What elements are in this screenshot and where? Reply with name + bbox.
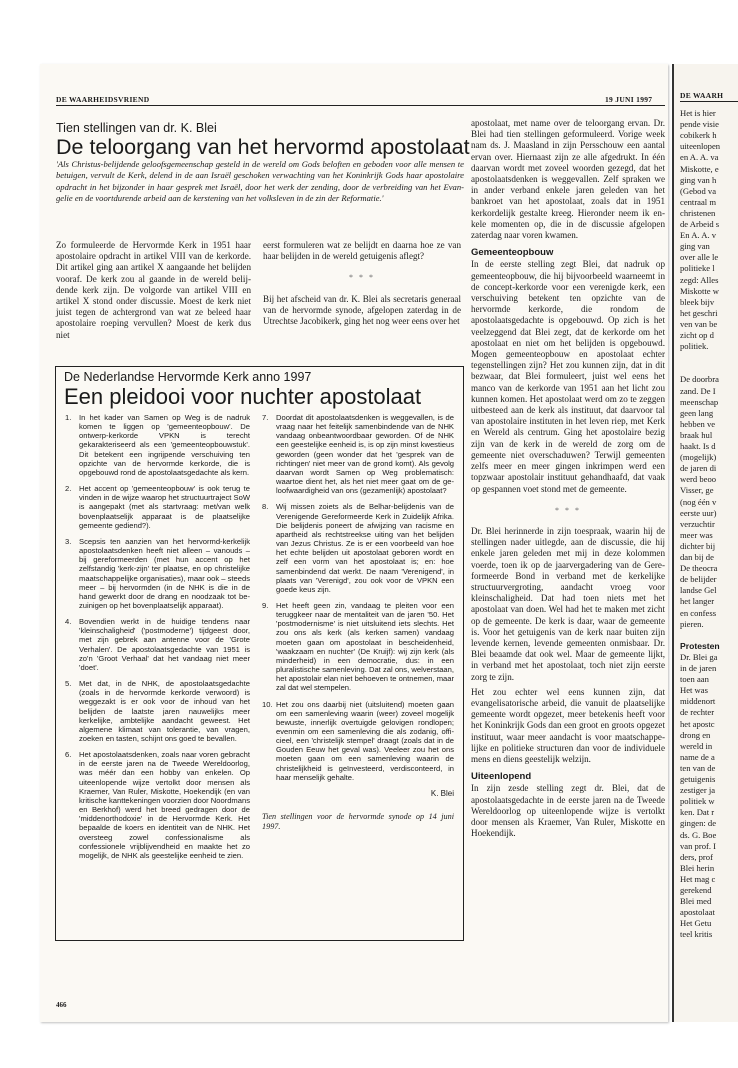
- next-page-line: landse Gel: [680, 585, 717, 596]
- next-page-line: meer was: [680, 529, 713, 540]
- next-page-line: middenort: [680, 696, 716, 707]
- next-page-line: pende visie: [680, 119, 719, 130]
- next-page-line: En A. A. v: [680, 230, 717, 241]
- thesis-item: 10. Het zou ons daarbij niet (uitsluitend) moeten gaan om een samenleving waarin (weer) zoveel mogelijk bewuste, innerlijk overtuigde gelovigen rondlopen; evenmin om een samenleving die als zodanig, officieel, een 'christelijk stempel' draagt (zoals dat in de Gouden Eeuw het geval was). Veeleer zou het ons moeten gaan om een samenleving waarin de christelijkheid is geïnvesteerd, verdisconteerd, in haar menselijk gehalte.: [262, 699, 454, 782]
- next-page-line: Blei herin: [680, 862, 715, 873]
- next-page-line: het apostc: [680, 718, 715, 729]
- article-column-3: [471, 118, 665, 843]
- next-page-line: en confess: [680, 607, 717, 618]
- box-title: Een pleidooi voor nuchter apostolaat: [64, 384, 422, 409]
- thesis-item: 4. Bovendien werkt in de huidige tendens naar 'kleinschaligheid' ('postmoderne') tijdgeest door, met zijn gebrek aan antenne voor de 'Grote Verhalen'. De apostolaatsgedachte van 1951 is zo'n 'Groot Verhaal' dat het vandaag niet meer 'doet'.: [65, 617, 250, 672]
- next-page-line: haakt. Is d: [680, 441, 716, 451]
- next-page-line: Blei med: [680, 896, 712, 907]
- next-page-line: zestiger ja: [680, 785, 716, 796]
- next-page-line: ken. Dat r: [680, 807, 715, 818]
- next-page-line: Miskotte w: [680, 285, 719, 296]
- next-page-line: wereld in: [680, 740, 713, 751]
- paragraph: Het zou echter wel eens kunnen zijn, dat evangelisatorische arbeid, die vanuit de plaatselijke gemeente wordt opgezet, meer betekenis heeft voor het Koninkrijk Gods dan een groot en groots opgezet instituut, waar meer aandacht is voor maatschappelijke en politieke structuren dan voor de individuele mens en diens geestelijk welzijn.: [471, 686, 665, 764]
- next-page-line: van prof. I: [680, 840, 717, 851]
- next-page-line: dan bij de: [680, 552, 714, 562]
- article-column-2: [263, 240, 461, 331]
- thesis-item: 5. Met dat, in de NHK, de apostolaatsgedachte (zoals in de hervormde kerkorde verwoord) is weggezakt is er ook voor de inhoud van het belijden de laatste jaren nauwelijks meer kerkelijke, ambtelijke aandacht geweest. Het algemene klimaat van tolerantie, van vragen, zoeken en tasten, schijnt ons goed te bevallen.: [65, 679, 250, 743]
- next-page-line: ten van de: [680, 762, 716, 773]
- thesis-item: 6. Het apostolaatsdenken, zoals naar voren gebracht in de eerste jaren na de Tweede Wereldoorlog, was méér dan een hobby van enkelen. Op uiteenlopende wijze vertolkt door mensen als Kraemer, Van Ruler, Miskotte, Hoekendijk (en van kritische kanttekeningen voorzien door Noordmans en Berkhof) werd het breed gedragen door de 'middenorthodoxie' in de Hervormde Kerk. Het bepaalde de koers en identiteit van de NHK. Het oversteeg zowel confessionalisme als confessionele vrijblijvendheid en maakte het zo mogelijk, de NHK als geestelijke eenheid te zien.: [65, 750, 250, 860]
- next-page-line: meenschap: [680, 396, 719, 407]
- thesis-item: 7. Doordat dit apostolaatsdenken is weggevallen, is de vraag naar het feitelijk samenbindende van de NHK vandaag onbeantwoordbaar geworden. Of de NHK een geestelijke eenheid is, is op zijn minst kwestieus geworden (geen wonder dat het 'gesprek van de richtingen' niet meer van de grond komt). Als gevolg daarvan wordt Samen op Weg problematisch: waartoe dient het, als het niet meer gaat om de geloofwaardigheid van ons (gezamenlijk) apostolaat?: [262, 413, 454, 496]
- next-page-line: (mogelijk): [680, 452, 717, 463]
- thesis-item: 1. In het kader van Samen op Weg is de nadruk komen te liggen op 'gemeenteopbouw'. De ontwerp-kerkorde VPKN is terecht gekarakteriseerd als een 'gemeenteopbouwstuk'. Dit betekent een ingrijpende verschuiving ten opzichte van de hervormde kerkorde, die is opgebouwd rond de apostolaatsgedachte als kern.: [65, 413, 250, 477]
- paragraph: Zo formuleerde de Hervormde Kerk in 1951 haar apostolaire opdracht in artikel VIII van de kerkorde. Dit artikel ging aan artikel X aangaande het belijden vooraf. De kerk zou al gaande in de wereld belijdende kerk zijn. De volgorde van artikel VIII en artikel X stond onder discussie. Moest de kerk niet juist tegen de achtergrond van wat ze beleed haar apostolaire roeping vervullen? Moest de kerk dus niet: [56, 240, 251, 340]
- publication-name: DE WAARHEIDSVRIEND: [56, 95, 150, 104]
- box-column-right: [262, 413, 454, 832]
- next-page-line: De theocra: [680, 563, 718, 574]
- article-column-1: [56, 240, 251, 345]
- subheading-gemeenteopbouw: Gemeenteopbouw: [471, 247, 554, 259]
- next-page-line: name de a: [680, 751, 715, 762]
- subheading-uiteenlopend: Uiteenlopend: [471, 771, 532, 783]
- next-page-line: over alle le: [680, 252, 719, 263]
- next-page-line: braak hul: [680, 429, 713, 440]
- next-page-line: ging van h: [680, 174, 717, 185]
- paragraph: In de eerste stelling zegt Blei, dat nadruk op gemeenteopbouw, die hij bijvoorbeeld waarneemt in de concept-kerkorde voor een verenigde kerk, een verschuiving betekent ten opzichte van de hervormde kerkorde, die rondom de apostolaatsgedachte is opgebouwd. Op zich is het veelzeggend dat Blei zegt, dat de kerkorde om het apostolaat en niet om het belijden is opgebouwd. Mogen gemeenteopbouw en apostolaat echter tegenstellingen zijn? Het zou kunnen zijn, dat in dit bezwaar, dat Blei formuleert, juist wel eens het manco van de kerkorde van 1951 aan het licht zou kunnen komen. Het apostolaat werd om zo te zeggen uitbesteed aan de kerk als instituut, dat daarvoor tal van apostolaire instituten in het leven riep, met Kerk en Wereld als centrum. Ging het apostolaire bezig zijn van de kerk in de wereld de zorg om de gemeente niet overschaduwen? Terwijl gemeenten zelfs meer en meer gingen inkrimpen werd een topzwaar apostolair instituut gehandhaafd, dat vaak op gespannen voet stond met de gemeente.: [471, 259, 665, 494]
- paragraph: Dr. Blei herinnerde in zijn toespraak, waarin hij de stellingen nader uitlegde, aan de discussie, die hij enkele jaren geleden met mij in deze kolommen voerde, toen ik op de jaarvergadering van de Gereformeerde Bond in verband met de kerkelijke structuurvergroting, aandacht vroeg voor kleinschaligheid. Dat had toen niets met het apostolaat van doen. Wel had het te maken met zicht op de gemeente. De kerk is daar, waar de gemeente is. Voor het getuigenis van de kerk naar buiten zijn levende kernen, levende gemeenten onmisbaar. Dr. Blei beaamde dat ook wel. Maar de gemeente lijkt, in verband met het apostolaat, toch niet zijn eerste zorg te zijn.: [471, 525, 665, 682]
- next-page-line: bleek bijv: [680, 296, 715, 307]
- article-intro: 'Als Christus-belijdende geloofsgemeenschap gesteld in de wereld om Gods beloften en geboden voor alle mensen te betuigen, vervult de Kerk, delend in de aan Israël geschoken verwachting van het Koninkrijk Gods haar apostolaire opdracht in het bijzonder in haar gesprek met Israël, door het werk der zending, door de verbreiding van het Evangelie en de voortdurende arbeid aan de kerstening van het volksleven in de zin der Reformatie.': [56, 159, 464, 204]
- next-page-line: teel kritis: [680, 929, 713, 940]
- next-page-line: gingen: de: [680, 818, 717, 829]
- paragraph: In zijn zesde stelling zegt dr. Blei, dat de apostolaatsgedachte in de eerste jaren na de Tweede Wereldoorlog op uiteenlopende wijze is vertolkt door mensen als Kraemer, Van Ruler, Miskotte en Hoekendijk.: [471, 783, 665, 839]
- section-divider: * * *: [555, 505, 581, 515]
- next-page-line: pieren.: [680, 618, 704, 629]
- next-page-line: het geschri: [680, 307, 718, 318]
- next-page-line: geen lang: [680, 407, 714, 418]
- next-page-line: uiteenlopen: [680, 141, 721, 152]
- thesis-item: 8. Wij missen zoiets als de Belhar-belijdenis van de Verenigende Gereformeerde Kerk in Zuidelijk Afrika. Die belijdenis poneert de afwijzing van racisme en apartheid als rechtstreekse uiting van het belijden van Jezus Christus. Ze is er een voorbeeld van hoe het echte belijden uit apostolaat geboren wordt en zelf een vorm van het apostolaat is; en: hoe samenbindend dat werkt. De naam 'Verenigend', in plaats van 'Verenigd', zou ook voor de VPKN een goede keus zijn.: [262, 502, 454, 594]
- next-page-line: de belijder: [680, 574, 717, 585]
- paragraph: eerst formuleren wat ze belijdt en daarna hoe ze van haar belijden in de wereld getuigenis aflegt?: [263, 240, 461, 262]
- next-page-line: ven van be: [680, 318, 718, 329]
- box-kicker: De Nederlandse Hervormde Kerk anno 1997: [64, 370, 312, 384]
- paragraph: Bij het afscheid van dr. K. Blei als secretaris generaal van de hervormde synode, afgelopen zaterdag in de Utrechtse Jacobikerk, ging het nog weer eens over het: [263, 293, 461, 327]
- next-page-line: gerekend: [680, 885, 712, 895]
- box-column-left: [65, 413, 250, 867]
- header-rule: [56, 105, 665, 106]
- next-page-line: zegd: Alles: [680, 274, 719, 285]
- next-page-line: apostolaat: [680, 907, 715, 918]
- next-page-line: en A. A. va: [680, 152, 719, 163]
- source-note: Tien stellingen voor de hervormde synode op 14 juni 1997.: [262, 812, 454, 832]
- next-page-header: DE WAARH: [680, 91, 724, 100]
- page-number: 466: [56, 1001, 67, 1009]
- article-kicker: Tien stellingen van dr. K. Blei: [56, 121, 217, 135]
- next-page-line: cobikerk h: [680, 130, 717, 141]
- next-page-line: eerste uur): [680, 507, 717, 518]
- next-page-line: het langer: [680, 596, 715, 607]
- next-page-line: Dr. Blei ga: [680, 651, 718, 662]
- next-page-edge: [672, 64, 738, 1022]
- next-page-line: drong en: [680, 729, 711, 740]
- thesis-item: 9. Het heeft geen zin, vandaag te pleiten voor een teruggkeer naar de mentaliteit van de jaren '50. Het 'postmodernisme' is niet uitsluitend iets slechts. Het zou ons als kerk (als kerken samen) vandaag moeten gaan om apostolaat in bescheidenheid, 'waakzaam en nuchter' (De Kruijf): wij zijn kerk (als minderheid) in een democratie, dus: in een pluralistische samenleving. Dat zal ons, welverstaan, het apostolair elan niet behoeven te ontnemen, maar zal dat wel stempelen.: [262, 600, 454, 693]
- article-title: De teloorgang van het hervormd apostolaat: [56, 135, 470, 159]
- next-page-line: politiek w: [680, 796, 715, 807]
- next-page-line: Het was: [680, 685, 708, 696]
- next-page-line: politiek.: [680, 341, 709, 352]
- next-page-line: zicht op d: [680, 330, 714, 340]
- next-page-line: Het mag c: [680, 873, 716, 884]
- issue-date: 19 JUNI 1997: [605, 95, 653, 104]
- paragraph: apostolaat, met name over de teloorgang ervan. Dr. Blei had tien stellingen geformuleerd. Vorige week nam ds. J. Maasland in zijn Persschouw een aantal ervan over. Hiernaast zijn ze alle afgedrukt. In één daarvan wordt met zoveel woorden gezegd, dat het apostolaatsdenken is weggevallen. Zelf spraken we in ander verband enkele jaren geleden van het bankroet van het apostolaat, zoals dat in 1951 kerkordelijk gestalte kreeg. Hieronder neem ik enkele momenten op, die in de discussie afgelopen zaterdag naar voren kwamen.: [471, 118, 665, 241]
- next-page-line: politieke l: [680, 263, 715, 274]
- section-divider: * * *: [349, 273, 375, 283]
- next-page-line: Het Getu: [680, 918, 712, 929]
- next-page-line: verzuchtir: [680, 518, 715, 529]
- next-page-line: De doorbra: [680, 374, 719, 385]
- next-page-line: werd beoo: [680, 474, 717, 485]
- signature: K. Blei: [430, 788, 454, 798]
- thesis-item: 2. Het accent op 'gemeenteopbouw' is ook terug te vinden in de wijze waarop het structuurtraject SoW is aangepakt (met als startvraag: met/van welk bovenplaatselijk apparaat is de plaatselijke gemeente gediend?).: [65, 484, 250, 530]
- next-page-line: ging van: [680, 241, 710, 252]
- next-page-line: in de jaren: [680, 663, 717, 673]
- next-page-line: Miskotte, e: [680, 163, 719, 174]
- next-page-line: centraal m: [680, 196, 717, 207]
- next-page-line: dichter bij: [680, 540, 716, 551]
- next-page-rule: [680, 101, 738, 102]
- next-page-line: de jaren di: [680, 463, 717, 474]
- next-page-line: de Arbeid s: [680, 219, 720, 229]
- thesis-item: 3. Scepsis ten aanzien van het hervormd-kerkelijk apostolaatsdenken heeft niet alleen – vanouds – bij gereformeerden (met hun accent op het zelfstandig 'kerk-zijn' ter plaatse, en op christelijke maatschappelijke organisaties), maar ook – steeds meer – bij hervormden (in de NHK is die in de hand gewerkt door de drang en noodzaak tot bezuinigen op het bovenplaatselijk apparaat).: [65, 536, 250, 610]
- next-page-line: toen aan: [680, 674, 709, 685]
- next-page-line: Het is hier: [680, 108, 716, 118]
- next-page-line: ds. G. Boe: [680, 829, 717, 840]
- next-page-line: Visser, ge: [680, 485, 714, 496]
- next-page-line: (Gebod va: [680, 185, 717, 196]
- next-page-line: christenen: [680, 207, 716, 218]
- next-page-line: de rechter: [680, 707, 715, 718]
- next-page-line: (nog één v: [680, 496, 717, 507]
- next-page-line: Protesten: [680, 640, 720, 651]
- next-page-line: ders, prof: [680, 851, 713, 862]
- next-page-line: getuigenis: [680, 774, 716, 784]
- next-page-line: zand. De I: [680, 385, 716, 396]
- next-page-line: hebben ve: [680, 418, 716, 429]
